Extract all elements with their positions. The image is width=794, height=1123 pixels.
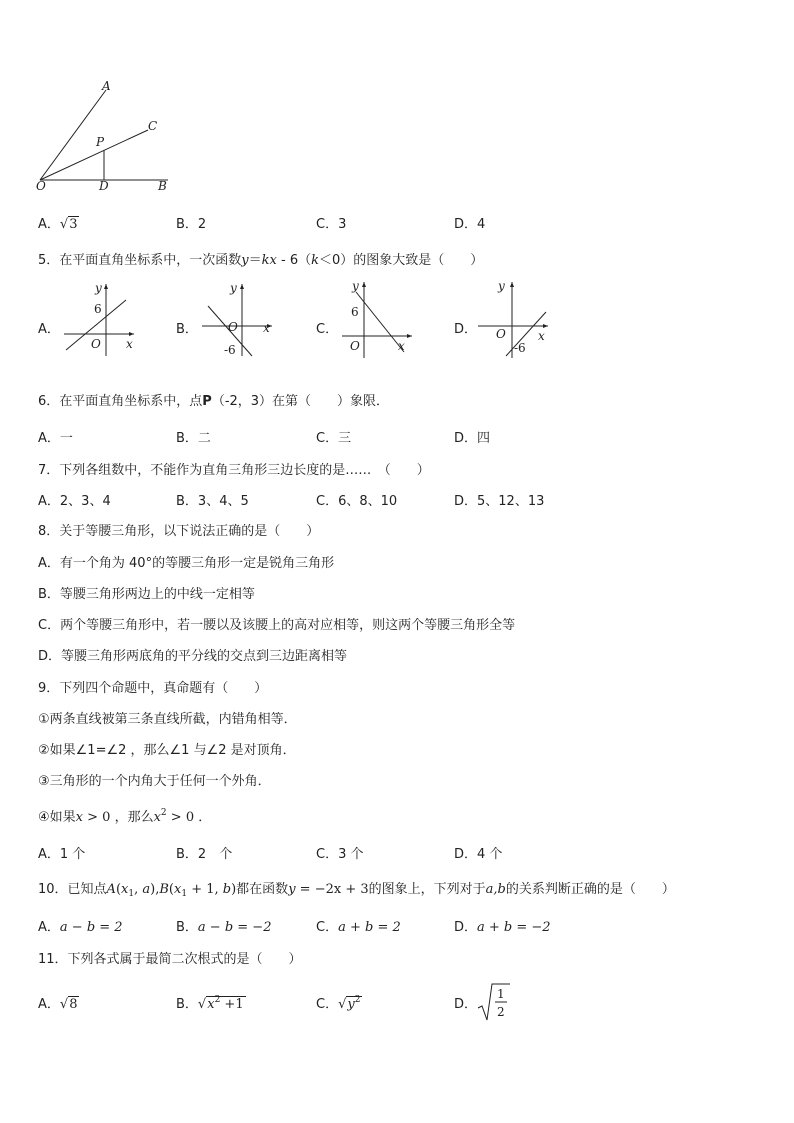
q6-stem-tail: 在第（ ）象限． <box>272 394 390 409</box>
q5-a-val: 6 <box>94 302 102 316</box>
q5-b-x: x <box>263 321 270 335</box>
q7-option-b: B．3、4、5 <box>176 494 249 509</box>
q5-stem <box>38 249 483 268</box>
q5-d-y: y <box>498 279 505 293</box>
label-a: A <box>102 79 111 93</box>
q8-option-d: D．等腰三角形两底角的平分线的交点到三边距离相等 <box>38 649 348 664</box>
q6-stem-text: 6．在平面直角坐标系中，点 <box>38 394 203 409</box>
q5-b-val: -6 <box>224 343 236 357</box>
q4-option-d <box>454 213 485 232</box>
q5-d-x: x <box>538 329 545 343</box>
q9-statement-2: ②如果∠1=∠2 ，那么∠1 与∠2 是对顶角． <box>38 743 296 758</box>
q5-graph-c <box>338 278 418 362</box>
label-d: D <box>99 179 109 193</box>
q11-d-num: 1 <box>497 987 505 1001</box>
q5-var-kx: kx <box>261 253 277 268</box>
q5-eq: ＝ <box>248 253 262 268</box>
q10-option-a: A．a − b = 2 <box>38 920 123 935</box>
q6-option-c: C．三 <box>316 431 352 446</box>
q10-option-c: C．a + b = 2 <box>316 920 401 935</box>
q5-option-d-letter: D． <box>454 322 478 337</box>
q4-option-a-radicand: 3 <box>69 217 78 232</box>
label-c: C <box>148 119 158 133</box>
q9-stem: 9．下列四个命题中，真命题有（ ） <box>38 681 268 696</box>
q4-option-c-value: 3 <box>338 217 347 232</box>
q5-var-y: y <box>241 253 249 268</box>
q4-option-b-letter: B． <box>176 217 198 232</box>
q6-option-a: A．一 <box>38 431 73 446</box>
q4-option-b <box>176 213 206 232</box>
q7-option-a: A．2、3、4 <box>38 494 111 509</box>
label-p: P <box>96 135 105 149</box>
q4-option-a-letter: A． <box>38 217 60 232</box>
angle-figure <box>30 78 180 196</box>
q9-option-b: B．2 个 <box>176 847 233 862</box>
q5-c-x: x <box>398 339 405 353</box>
q5-option-b-letter: B． <box>176 322 198 337</box>
q5-stem-tail: ＜0）的图象大致是（ ） <box>319 253 484 268</box>
q6-option-b: B．二 <box>176 431 211 446</box>
q8-option-b: B．等腰三角形两边上的中线一定相等 <box>38 587 255 602</box>
q11-stem: 11．下列各式属于最简二次根式的是（ ） <box>38 952 302 967</box>
q5-a-x: x <box>126 337 133 351</box>
q4-option-a: A．√3 <box>38 217 78 232</box>
q4-option-c-letter: C． <box>316 217 339 232</box>
q10-option-d: D．a + b = −2 <box>454 920 551 935</box>
q11-option-d: D． <box>454 997 478 1012</box>
q11-option-c: C．$√y^2$ <box>316 995 361 1012</box>
q6-coord: （-2，3） <box>211 394 273 409</box>
q7-option-d: D．5、12、13 <box>454 494 545 509</box>
q5-d-o: O <box>496 327 506 341</box>
q9-option-a: A．1 个 <box>38 847 86 862</box>
q4-option-d-value: 4 <box>477 217 486 232</box>
q9-statement-1: ①两条直线被第三条直线所截，内错角相等． <box>38 712 297 727</box>
q5-graph-b <box>198 280 278 360</box>
q5-graph-a <box>60 280 140 360</box>
q9-statement-3: ③三角形的一个内角大于任何一个外角． <box>38 774 271 789</box>
q5-stem-text: 5．在平面直角坐标系中，一次函数 <box>38 253 242 268</box>
q8-option-a: A．有一个角为 40°的等腰三角形一定是锐角三角形 <box>38 556 335 571</box>
q11-option-a: A．√8 <box>38 997 78 1012</box>
q9-option-d: D．4 个 <box>454 847 503 862</box>
q11-d-den: 2 <box>497 1005 505 1019</box>
q9-statement-4: ④如果x > 0 ，那么$x^2 > 0$ ． <box>38 808 212 825</box>
label-o: O <box>36 179 46 193</box>
q11-option-d-fraction-radical <box>476 980 512 1024</box>
q5-minus: - 6（ <box>276 253 312 268</box>
q5-graph-d <box>476 278 560 362</box>
q4-option-b-value: 2 <box>197 217 207 232</box>
q5-var-k: k <box>311 253 319 268</box>
q5-c-y: y <box>352 279 359 293</box>
q8-option-c: C．两个等腰三角形中，若一腰以及该腰上的高对应相等，则这两个等腰三角形全等 <box>38 618 516 633</box>
q5-d-val: -6 <box>514 341 526 355</box>
q5-c-o: O <box>350 339 360 353</box>
q6-point: P <box>202 394 212 409</box>
q6-stem <box>38 390 389 409</box>
q4-option-c <box>316 213 346 232</box>
ray-oc <box>40 130 148 180</box>
q5-a-y: y <box>95 281 102 295</box>
q5-c-val: 6 <box>351 305 359 319</box>
q10-option-b: B．a − b = −2 <box>176 920 272 935</box>
q7-option-c: C．6、8、10 <box>316 494 398 509</box>
q6-option-d: D．四 <box>454 431 491 446</box>
q8-stem: 8．关于等腰三角形，以下说法正确的是（ ） <box>38 524 320 539</box>
label-b: B <box>158 179 167 193</box>
q5-b-o: O <box>228 320 238 334</box>
q9-option-c: C．3 个 <box>316 847 364 862</box>
q5-option-c-letter: C． <box>316 322 339 337</box>
q7-stem: 7．下列各组数中，不能作为直角三角形三边长度的是…… （ ） <box>38 463 430 478</box>
q4-option-d-letter: D． <box>454 217 478 232</box>
q5-option-a-letter: A． <box>38 322 60 337</box>
q10-stem: 10．已知点$A(x_1$, $a),B(x_1 + 1$, b)都在函数y = −2x + 3的图象上，下列对于a,b的关系判断正确的是（ ） <box>38 882 675 899</box>
q11-option-b: B．$√x^2 +1$ <box>176 995 244 1012</box>
q5-a-o: O <box>91 337 101 351</box>
q5-b-y: y <box>230 281 237 295</box>
